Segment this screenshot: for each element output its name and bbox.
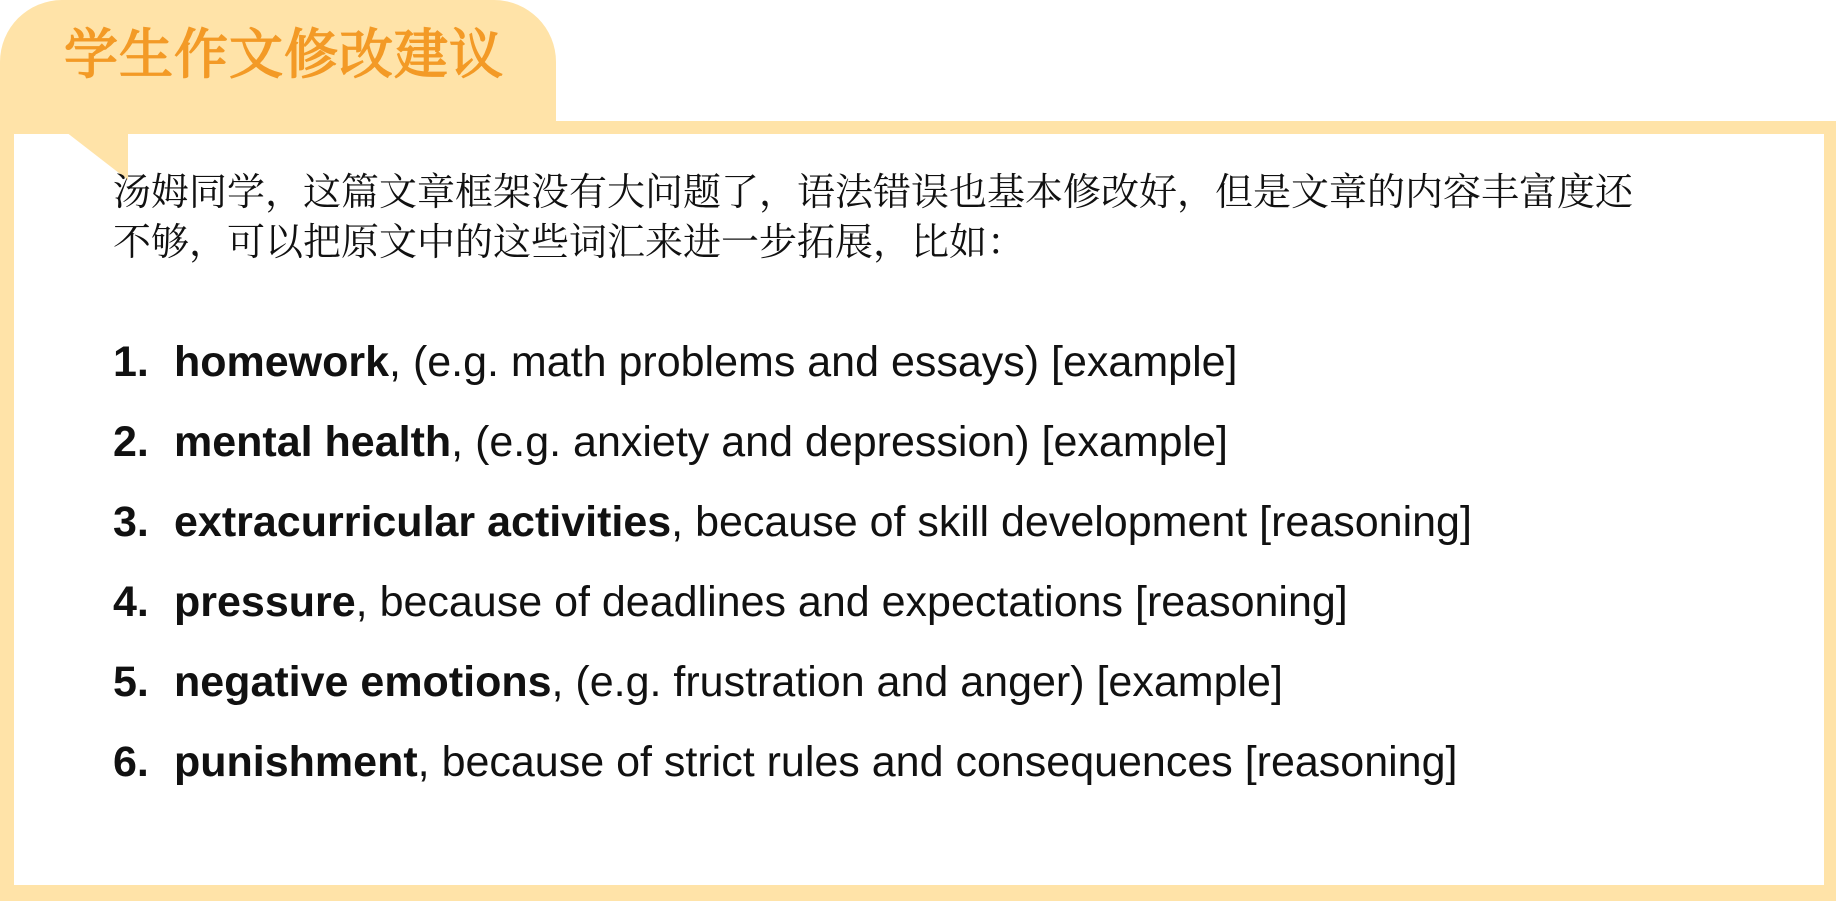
item-number: 3. — [113, 498, 149, 546]
item-detail: , (e.g. frustration and anger) [example] — [551, 658, 1283, 706]
item-number: 4. — [113, 578, 149, 626]
list-item — [113, 722, 1472, 802]
item-term: pressure — [174, 578, 356, 626]
item-detail: , because of deadlines and expectations [reasoning] — [355, 578, 1348, 626]
intro-line-1: 汤姆同学，这篇文章框架没有大问题了，语法错误也基本修改好，但是文章的内容丰富度还 — [113, 170, 1634, 214]
list-item — [113, 322, 1472, 402]
item-number: 1. — [113, 338, 149, 386]
intro-line-2: 不够，可以把原文中的这些词汇来进一步拓展，比如： — [113, 220, 1026, 264]
intro-paragraph — [113, 167, 1723, 267]
item-detail: , (e.g. math problems and essays) [example] — [389, 338, 1238, 386]
page-title: 学生作文修改建议 — [64, 23, 504, 86]
item-number: 2. — [113, 418, 149, 466]
item-detail: , because of strict rules and consequences [reasoning] — [417, 738, 1458, 786]
item-term: negative emotions — [174, 658, 552, 706]
list-item — [113, 642, 1472, 722]
item-term: extracurricular activities — [174, 498, 672, 546]
item-number: 6. — [113, 738, 149, 786]
item-detail: , because of skill development [reasoning] — [671, 498, 1472, 546]
list-item — [113, 482, 1472, 562]
item-detail: , (e.g. anxiety and depression) [example] — [451, 418, 1228, 466]
item-number: 5. — [113, 658, 149, 706]
item-term: homework — [174, 338, 390, 386]
item-term: punishment — [174, 738, 418, 786]
list-item — [113, 562, 1472, 642]
vocabulary-list — [113, 322, 1472, 802]
list-item — [113, 402, 1472, 482]
item-term: mental health — [174, 418, 452, 466]
